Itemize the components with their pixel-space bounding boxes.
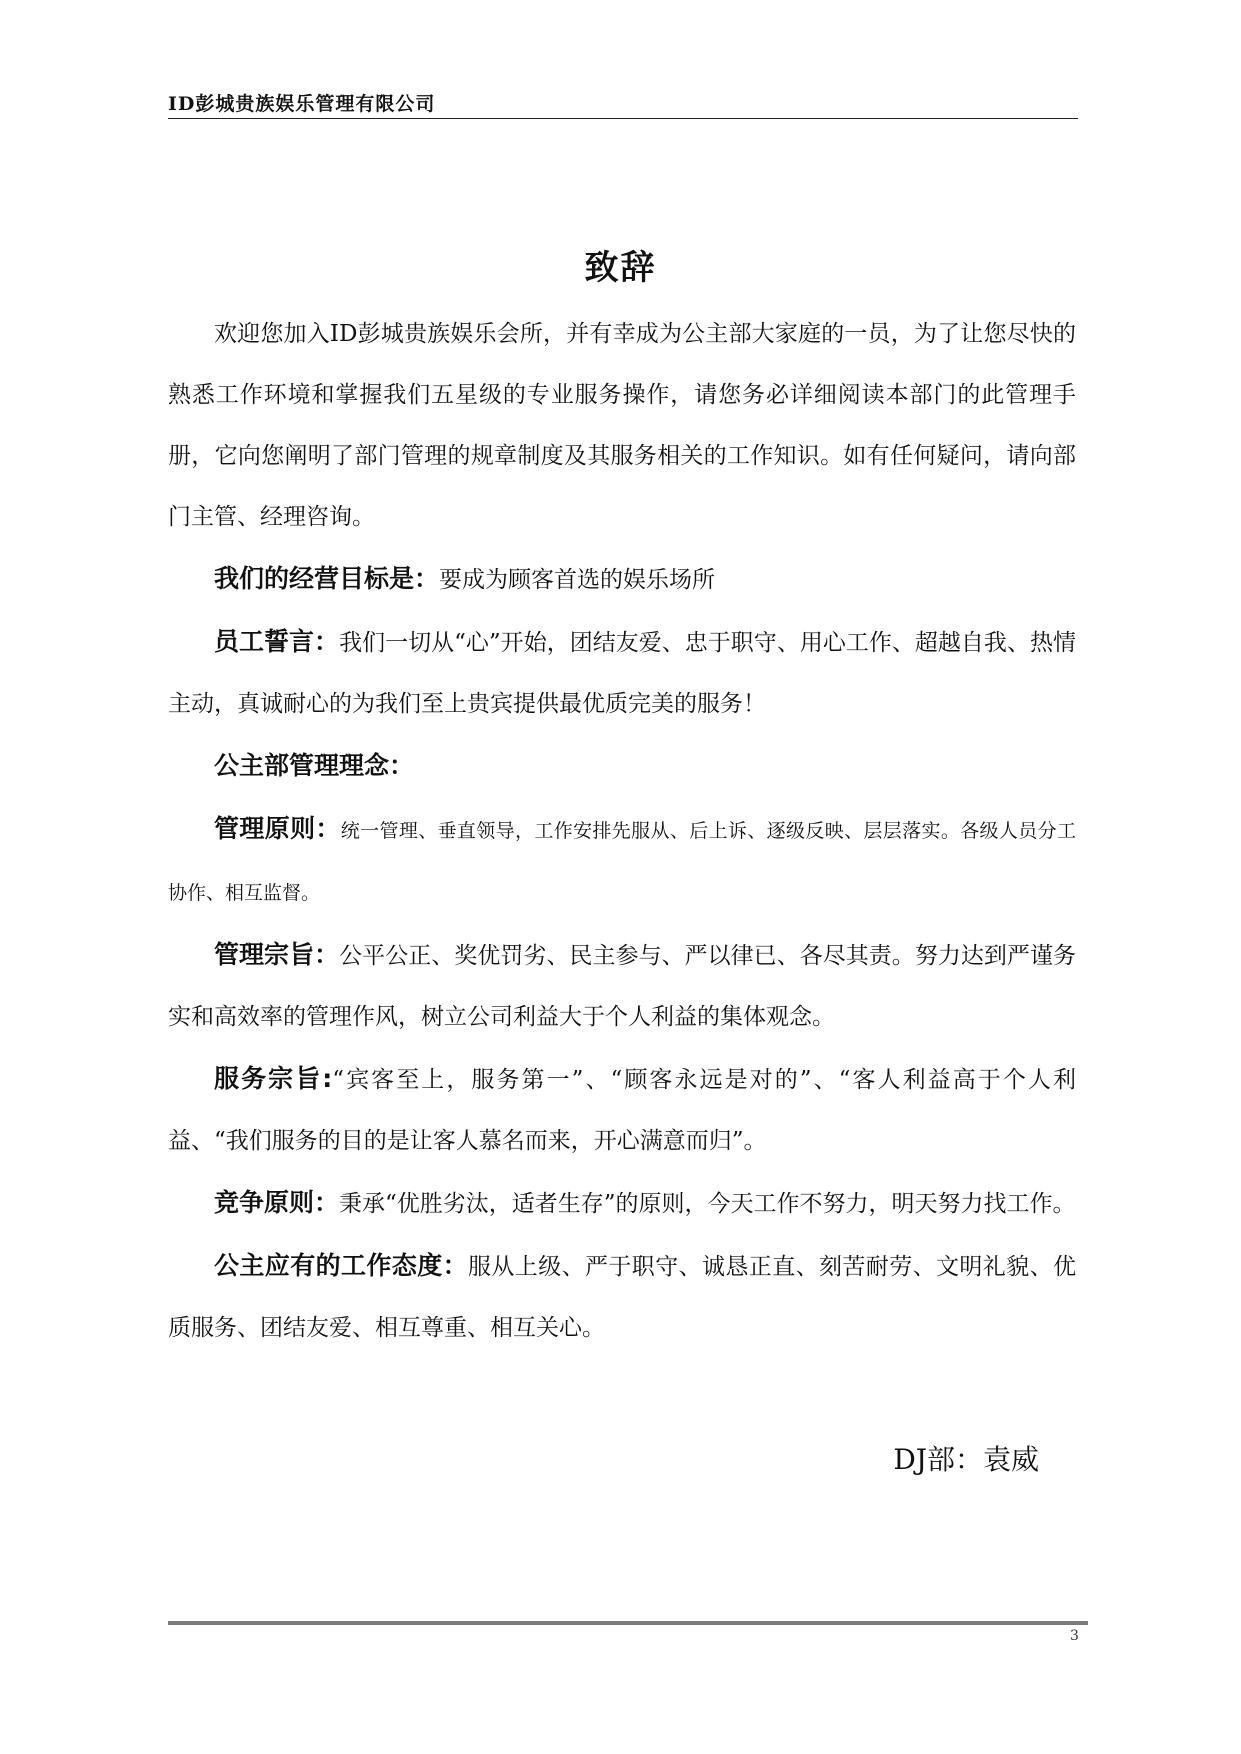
- purpose-label: 管理宗旨：: [214, 940, 340, 969]
- competition-paragraph: [168, 1172, 1076, 1235]
- document-body: [168, 304, 1076, 1359]
- philosophy-heading: [168, 735, 1076, 798]
- goal-paragraph: [168, 548, 1076, 611]
- service-label: 服务宗旨:: [214, 1064, 333, 1093]
- service-paragraph: [168, 1048, 1076, 1172]
- attitude-label: 公主应有的工作态度：: [214, 1251, 468, 1280]
- oath-text: 我们一切从“心”开始，团结友爱、忠于职守、用心工作、超越自我、热情主动，真诚耐心的为我们至上贵宾提供最优质完美的服务！: [168, 630, 1076, 717]
- competition-label: 竞争原则：: [214, 1188, 340, 1217]
- competition-text: 秉承“优胜劣汰，适者生存”的原则，今天工作不努力，明天努力找工作。: [339, 1191, 1076, 1217]
- purpose-paragraph: [168, 924, 1076, 1048]
- goal-text: 要成为顾客首选的娱乐场所: [439, 567, 716, 593]
- service-text: “宾客至上，服务第一”、“顾客永远是对的”、“客人利益高于个人利益、“我们服务的目的是让客人慕名而来，开心满意而归”。: [168, 1067, 1076, 1154]
- company-name: ID彭城贵族娱乐管理有限公司: [168, 93, 436, 115]
- goal-label: 我们的经营目标是：: [214, 564, 440, 593]
- page-title: 致辞: [584, 248, 657, 288]
- attitude-text: 服从上级、严于职守、诚恳正直、刻苦耐劳、文明礼貌、优质服务、团结友爱、相互尊重、相互关心。: [168, 1254, 1076, 1341]
- intro-paragraph: 欢迎您加入ID彭城贵族娱乐会所，并有幸成为公主部大家庭的一员，为了让您尽快的熟悉工作环境和掌握我们五星级的专业服务操作，请您务必详细阅读本部门的此管理手册，它向您阐明了部门管理的规章制度及其服务相关的工作知识。如有任何疑问，请向部门主管、经理咨询。: [168, 321, 1076, 530]
- principle-paragraph: [168, 798, 1076, 924]
- attitude-paragraph: [168, 1235, 1076, 1359]
- page-number: 3: [1070, 1628, 1079, 1644]
- purpose-text: 公平公正、奖优罚劣、民主参与、严以律已、各尽其责。努力达到严谨务实和高效率的管理作风，树立公司利益大于个人利益的集体观念。: [168, 943, 1076, 1030]
- philosophy-label: 公主部管理理念：: [214, 751, 415, 780]
- principle-text: 统一管理、垂直领导，工作安排先服从、后上诉、逐级反映、层层落实。各级人员分工协作、相互监督。: [168, 820, 1076, 904]
- principle-label: 管理原则：: [214, 814, 341, 843]
- signature: DJ部：袁威: [893, 1443, 1039, 1476]
- oath-paragraph: [168, 611, 1076, 735]
- oath-label: 员工誓言：: [214, 627, 340, 656]
- page-header: [168, 88, 1078, 119]
- footer-divider: [168, 1621, 1088, 1625]
